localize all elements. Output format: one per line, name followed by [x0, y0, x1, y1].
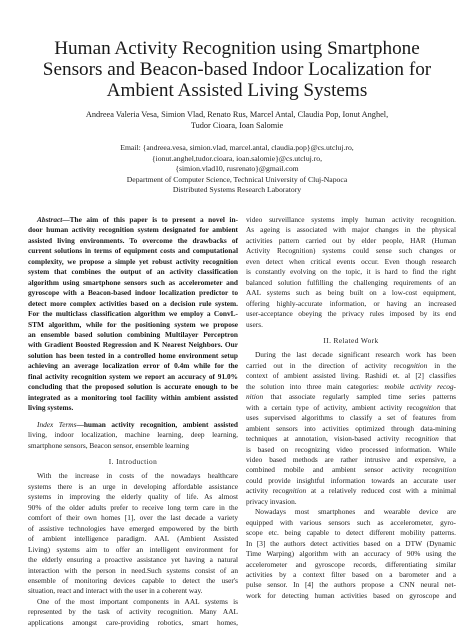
text-line: equipped with various sensors such as accelerometer, gyro- [246, 517, 456, 527]
text-line: systems in improving the elderly quality of life. As almost [28, 492, 238, 502]
text-line: pulse sensor. In [4] the authors propose a CNN neural net- [246, 580, 456, 590]
text-line: work for detecting human activities based on gyroscope and [246, 590, 456, 600]
text-line: activities by a context filter based on a barometer and a [246, 569, 456, 579]
text-line: As ageing is associated with major changes in the physical [246, 225, 456, 235]
intro-paragraph-1 [28, 471, 238, 596]
text-line: With the increase in costs of the nowadays healthcare [37, 471, 238, 481]
index-terms [28, 420, 238, 451]
text-line: comfort of their own homes [1], over the last decade a variety [28, 513, 238, 523]
text-line: Abstract—The aim of this paper is to present a novel in- [37, 215, 238, 224]
title-line: Ambient Assisted Living Systems [106, 80, 368, 101]
text-line: ensemble of monitoring devices capable to detect the user's [28, 575, 238, 585]
affiliation-block [60, 143, 414, 196]
text-line: activity recognition at a relatively reduced cost with a minimal [246, 486, 456, 496]
text-line: 90% of the older adults prefer to receive long term care in the [28, 502, 238, 512]
paper-title [24, 38, 450, 101]
text-line: detect more complex activities based on a decision rule system. [28, 298, 238, 308]
text-line: In [3] the authors detect activities based on a DTW (Dynamic [246, 538, 456, 548]
text-line: AAL systems such as being built on a low-cost equipment, [246, 288, 456, 298]
text-line: context of ambient assisted living. Rashidi et. al [2] classifies [246, 371, 456, 381]
text-line: achieving an average localization error of 0.4m while for the [28, 361, 238, 371]
text-line: One of the most important components in AAL systems is [37, 596, 238, 606]
text-line: integrated as a monitoring tool facility within ambient assisted [28, 392, 238, 402]
text-line: scope etc. being capable to detect different mobility patterns. [246, 528, 456, 538]
text-line: For the multiclass classification algorithm we employ a ConvL- [28, 309, 238, 319]
text-line: Nowadays most smartphones and wearable device are [255, 507, 456, 517]
text-line: living, indoor localization, machine learning, deep learning, [28, 430, 238, 440]
text-line: complexity, we propose a simple yet robust activity recognition [28, 256, 238, 266]
text-line: ambient sensors into activities optimized through data-mining [246, 423, 456, 433]
text-line: video surveillance systems imply human activity recognition. [246, 215, 456, 224]
text-line: Time Warping) algorithm with an accuracy of 90% using the [246, 549, 456, 559]
text-line: combined mobile and ambient sensor activity recognition [246, 465, 456, 475]
text-line: Index Terms—human activity recognition, ambient assisted [37, 419, 238, 429]
text-line: is constantly evolving on the topic, it is hard to find the right [246, 267, 456, 277]
related-work-paragraph-1 [246, 350, 456, 507]
text-line: carried out in the direction of activity recognition in the [246, 360, 457, 370]
lead-label: Abstract [37, 215, 63, 224]
text-line: interaction with the person in need.Such systems consist of an [28, 565, 238, 575]
lab-line: Distributed Systems Research Laboratory [172, 185, 302, 195]
abstract [28, 215, 238, 414]
text-line: video based methods are rather intrusive and expensive, a [246, 454, 456, 464]
text-line: even detect when critical events occur. Even though research [246, 256, 456, 266]
text-line: could provide insightful information towards an accurate user [246, 475, 456, 485]
text-line: uses supervised algorithms to classify a set of features from [246, 413, 456, 423]
text-line: situation, react and interact with the user in a coherent way. [28, 586, 203, 596]
text-line: smartphone sensors, Beacon sensor, ensemble learning [28, 440, 190, 450]
text-line: During the last decade significant research work has been [255, 350, 456, 360]
text-line: users. [246, 319, 263, 329]
email-line: Email: {andreea.vesa, simion.vlad, marcel.antal, claudia.pop}@cs.utcluj.ro, [120, 143, 354, 152]
lead-dash: — [76, 419, 84, 429]
text-line: Activity Recognition) systems could sense such changes or [246, 246, 456, 256]
text-line: represented by the task of activity recognition. Many AAL [28, 607, 238, 617]
text-line: the elderly ensuring a proactive assistance yet having a natural [28, 555, 238, 565]
email-line: {ionut.anghel,tudor.cioara, ioan.salomie}@cs.utcluj.ro, [151, 153, 323, 163]
text-line: with Gradient Boosted Regression and K Nearest Neighbors. Our [28, 340, 238, 350]
author-line: Tudor Cioara, Ioan Salomie [190, 121, 284, 131]
intro-paragraph-continued [246, 215, 456, 330]
text-line: living systems. [28, 403, 74, 413]
text-line: current solutions in terms of equipment costs and computational [28, 246, 238, 256]
text-line: final activity recognition system we report an accuracy of 91.0% [28, 371, 238, 381]
section-heading-related-work: II. Related Work [323, 335, 379, 345]
lead-label: Index Terms [37, 419, 77, 429]
text-line: techniques at annotation, vision-based activity recognition that [246, 434, 456, 444]
text-line: of ambient intelligence paradigm. AAL (Ambient Assisted [28, 534, 238, 544]
text-line: offering highly-accurate information, or having an increased [246, 298, 456, 308]
lead-dash: — [62, 215, 70, 224]
text-line: privacy invasion. [246, 496, 297, 506]
email-line: {simion.vlad10, rusrenato}@gmail.com [175, 164, 299, 174]
text-line: Living) systems aim to offer an intelligent environment for [28, 544, 238, 554]
text-line: algorithm using smartphone sensors such as accelerometer and [28, 277, 238, 287]
text-line: the solution into three main categories: mobile activity recog- [246, 381, 456, 391]
text-line: STM algorithm, while for the positioning system we propose [28, 319, 238, 329]
text-line: nition that associate regularly sampled time series patterns [246, 392, 456, 402]
text-line: systems there is an urge in developing affordable assistance [28, 481, 238, 491]
intro-paragraph-2 [28, 597, 238, 628]
section-heading-introduction: I. Introduction [108, 456, 158, 466]
text-line: user-acceptance obeying the privacy rules imposed by its end [246, 309, 456, 319]
text-line: concluding that the proposed solution is accurate enough to be [28, 382, 238, 392]
department-line: Department of Computer Science, Technical University of Cluj-Napoca [126, 174, 348, 184]
text-line: system that combines the output of an activity classification [28, 267, 238, 277]
text-line: an ensemble based solution combining Multilayer Perceptron [28, 329, 238, 339]
text-line: balanced solution fulfilling the challenging requirements of an [246, 277, 456, 287]
text-line: is based on recognizing video processed information. While [246, 444, 456, 454]
related-work-paragraph-2 [246, 507, 456, 601]
left-column [28, 215, 238, 628]
text-line: solution has been tested in a controlled home environment setup [28, 350, 238, 360]
right-column [246, 215, 456, 601]
text-line: door human activity recognition system designated for ambient [28, 225, 238, 235]
text-line: applications amongst care-providing robotics, smart homes, [28, 617, 238, 627]
title-line: Sensors and Beacon-based Indoor Localization for [42, 59, 432, 80]
author-line: Andreea Valeria Vesa, Simion Vlad, Renato Rus, Marcel Antal, Claudia Pop, Ionut Anghel, [85, 110, 389, 119]
text-line: with a certain type of activity, ambient activity recognition that [246, 402, 456, 412]
text-line: activities pattern carried out by elder people, HAR (Human [246, 235, 456, 245]
text-line: assisted living environments. To overcome the drawbacks of [28, 235, 238, 245]
text-line: of assistive technologies have emerged empowered by the birth [28, 523, 238, 533]
title-line: Human Activity Recognition using Smartphone [54, 38, 420, 59]
author-list [60, 109, 414, 132]
text-line: gyroscope with a Beacon-based indoor localization predictor to [28, 288, 238, 298]
text-line: accelerometer and gyroscope records, differentiating similar [246, 559, 456, 569]
